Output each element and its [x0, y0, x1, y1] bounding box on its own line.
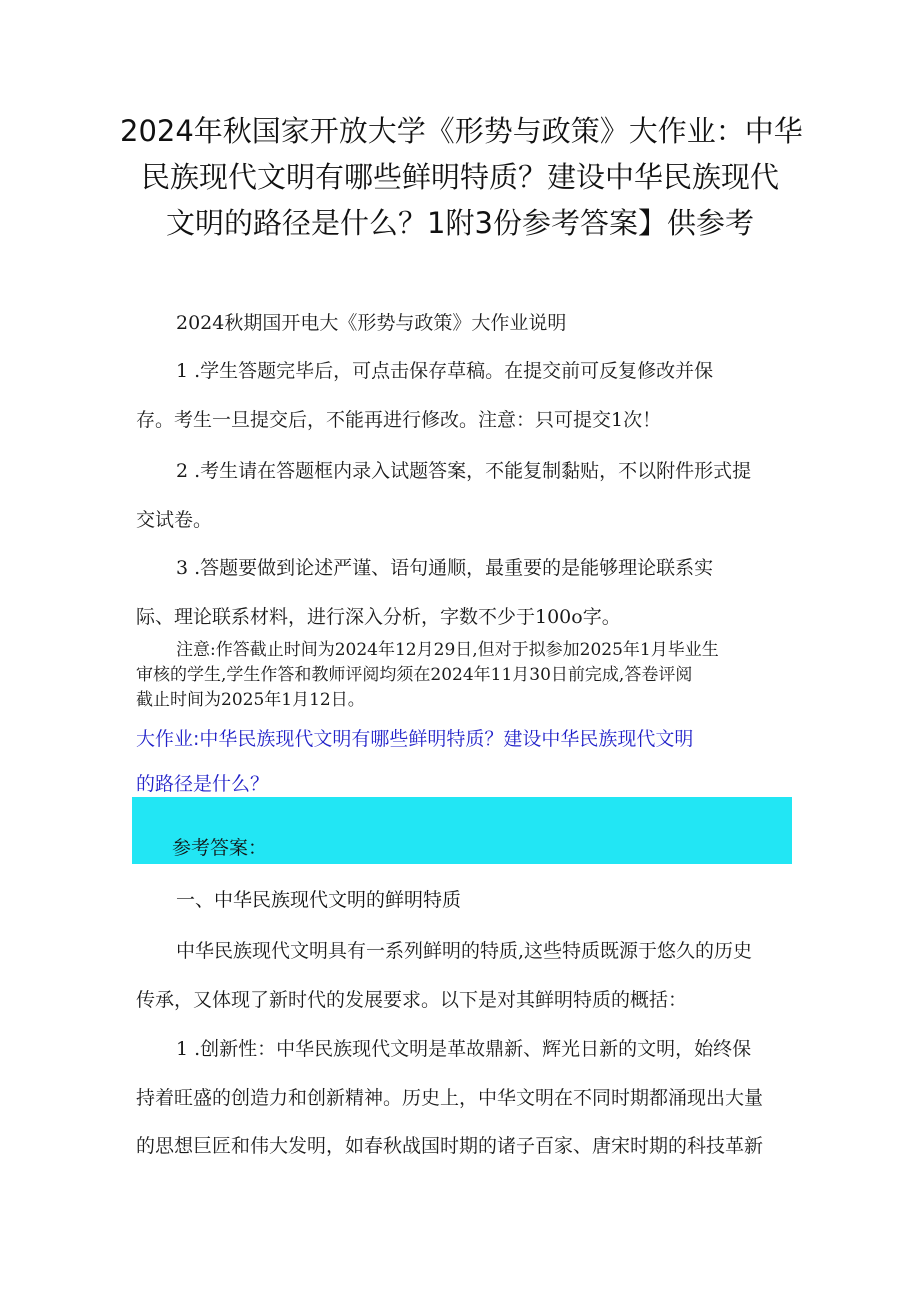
question-line-1: 大作业:中华民族现代文明有哪些鲜明特质？建设中华民族现代文明	[136, 728, 694, 750]
instructions-heading: 2024秋期国开电大《形势与政策》大作业说明	[176, 312, 567, 334]
note-line-1: 注意:作答截止时间为2024年12月29日,但对于拟参加2025年1月毕业生	[176, 640, 719, 660]
instruction-1-line-1: 1 .学生答题完毕后，可点击保存草稿。在提交前可反复修改并保	[176, 360, 714, 382]
para-2-line-3: 的思想巨匠和伟大发明，如春秋战国时期的诸子百家、唐宋时期的科技革新	[136, 1135, 764, 1157]
note-line-2: 审核的学生,学生作答和教师评阅均须在2024年11月30日前完成,答卷评阅	[136, 665, 693, 685]
instruction-1-line-2: 存。考生一旦提交后，不能再进行修改。注意：只可提交1次！	[136, 409, 662, 431]
document-title	[120, 108, 803, 246]
title-line-3: 文明的路径是什么？1附3份参考答案】供参考	[166, 206, 754, 240]
para-1-line-1: 中华民族现代文明具有一系列鲜明的特质,这些特质既源于悠久的历史	[176, 940, 753, 962]
para-2-line-1: 1 .创新性：中华民族现代文明是革故鼎新、辉光日新的文明，始终保	[176, 1038, 752, 1060]
instruction-2-line-1: 2 .考生请在答题框内录入试题答案，不能复制黏贴，不以附件形式提	[176, 460, 752, 482]
deadline-note	[136, 638, 796, 713]
question-line-2: 的路径是什么？	[136, 773, 270, 795]
answer-label: 参考答案：	[172, 837, 268, 859]
section-1-heading: 一、中华民族现代文明的鲜明特质	[176, 889, 462, 911]
para-2-line-2: 持着旺盛的创造力和创新精神。历史上，中华文明在不同时期都涌现出大量	[136, 1087, 764, 1109]
instruction-3-line-1: 3 .答题要做到论述严谨、语句通顺，最重要的是能够理论联系实	[176, 557, 714, 579]
title-line-2: 民族现代文明有哪些鲜明特质？建设中华民族现代	[140, 160, 779, 194]
instruction-3-line-2: 际、理论联系材料，进行深入分析，字数不少于100o字。	[136, 606, 621, 628]
para-1-line-2: 传承，又体现了新时代的发展要求。以下是对其鲜明特质的概括：	[136, 989, 688, 1011]
title-line-1: 2024年秋国家开放大学《形势与政策》大作业：中华	[120, 114, 803, 148]
instruction-2-line-2: 交试卷。	[136, 509, 213, 531]
note-line-3: 截止时间为2025年1月12日。	[136, 690, 365, 710]
answer-highlight-band	[132, 797, 792, 864]
